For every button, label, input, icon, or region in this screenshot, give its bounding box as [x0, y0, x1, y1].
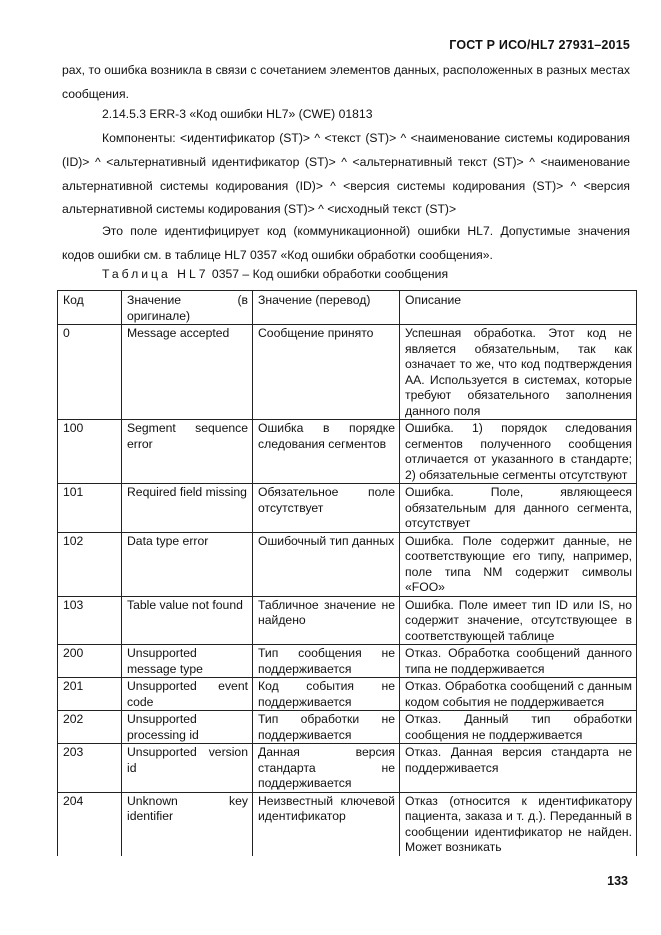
cell-description: Отказ. Данная версия стандарта не поддерживается	[400, 744, 637, 793]
cell-original: Table value not found	[122, 596, 253, 645]
cell-translation: Обязательное поле отсутствует	[253, 484, 400, 533]
cell-description: Отказ. Данный тип обработки сообщения не поддерживается	[400, 711, 637, 744]
table-row	[58, 711, 637, 744]
document-header: ГОСТ Р ИСО/HL7 27931–2015	[449, 38, 630, 52]
table-row	[58, 484, 637, 533]
cell-translation: Тип сообщения не поддерживается	[253, 645, 400, 678]
cell-code: 102	[58, 532, 122, 596]
cell-description: Ошибка. Поле имеет тип ID или IS, но содержит значение, отсутствующее в соответствующей таблице	[400, 596, 637, 645]
cell-original: Segment sequence error	[122, 420, 253, 484]
cell-description: Ошибка. 1) порядок следования сегментов полученного сообщения отличается от указанного в стандарте; 2) обязательные сегменты отсутствуют	[400, 420, 637, 484]
table-caption-prefix: Таблица HL7	[102, 267, 209, 281]
header-translation: Значение (перевод)	[253, 291, 400, 325]
page-number: 133	[607, 874, 628, 888]
cell-original: Unsupported processing id	[122, 711, 253, 744]
cell-original: Unknown key identifier	[122, 792, 253, 856]
table-caption	[102, 267, 448, 281]
cell-original: Unsupported version id	[122, 744, 253, 793]
cell-translation: Данная версия стандарта не поддерживается	[253, 744, 400, 793]
table-row	[58, 420, 637, 484]
table-row	[58, 744, 637, 793]
cell-code: 200	[58, 645, 122, 678]
cell-original: Unsupported event code	[122, 678, 253, 711]
cell-code: 202	[58, 711, 122, 744]
cell-code: 204	[58, 792, 122, 856]
header-original: Значение (в оригинале)	[122, 291, 253, 325]
error-code-table	[57, 290, 637, 856]
table-row	[58, 678, 637, 711]
table-caption-number: 0357	[211, 267, 240, 281]
cell-description: Успешная обработка. Этот код не является обязательным, так как означает то же, что код подтверждения AA. Используется в системах, которые требуют обязательного заполнения данного поля	[400, 325, 637, 420]
cell-translation: Тип обработки не поддерживается	[253, 711, 400, 744]
cell-description: Отказ (относится к идентификатору пациента, заказа и т. д.). Переданный в сообщении идентификатор не найден. Может возникать	[400, 792, 637, 856]
cell-translation: Код события не поддерживается	[253, 678, 400, 711]
table-caption-title: – Код ошибки обработки сообщения	[239, 267, 449, 281]
cell-translation: Ошибка в порядке следования сегментов	[253, 420, 400, 484]
cell-description: Отказ. Обработка сообщений с данным кодом события не поддерживается	[400, 678, 637, 711]
table-row	[58, 532, 637, 596]
cell-code: 101	[58, 484, 122, 533]
header-code: Код	[58, 291, 122, 325]
table-row	[58, 645, 637, 678]
table-row	[58, 325, 637, 420]
table-header-row	[58, 291, 637, 325]
paragraph-components: Компоненты: <идентификатор (ST)> ^ <текст (ST)> ^ <наименование системы кодирования (ID)> ^ <альтернативный идентификатор (ST)> ^ <альтернативный текст (ST)> ^ <наименование альтернативной системы кодирования (ID)> ^ <версия системы кодирования (ST)> ^ <версия альтернативной системы кодирования (ST)> ^ <исходный текст (ST)>	[62, 131, 630, 217]
table-row	[58, 596, 637, 645]
cell-translation: Неизвестный ключевой идентификатор	[253, 792, 400, 856]
cell-translation: Ошибочный тип данных	[253, 532, 400, 596]
cell-description: Ошибка. Поле, являющееся обязательным для данного сегмента, отсутствует	[400, 484, 637, 533]
cell-translation: Сообщение принято	[253, 325, 400, 420]
cell-description: Ошибка. Поле содержит данные, не соответствующие его типу, например, поле типа NM содержит символы «FOO»	[400, 532, 637, 596]
cell-code: 0	[58, 325, 122, 420]
cell-code: 103	[58, 596, 122, 645]
cell-original: Unsupported message type	[122, 645, 253, 678]
cell-code: 201	[58, 678, 122, 711]
cell-original: Required field missing	[122, 484, 253, 533]
cell-code: 203	[58, 744, 122, 793]
paragraph-description: Это поле идентифицирует код (коммуникационной) ошибки HL7. Допустимые значения кодов ошибки см. в таблице HL7 0357 «Код ошибки обработки сообщения».	[62, 224, 630, 262]
paragraph-continuation: рах, то ошибка возникла в связи с сочетанием элементов данных, расположенных в разных местах сообщения.	[62, 63, 630, 101]
cell-original: Message accepted	[122, 325, 253, 420]
section-heading: 2.14.5.3 ERR-3 «Код ошибки HL7» (CWE) 01813	[102, 107, 373, 121]
table-row	[58, 792, 637, 856]
cell-translation: Табличное значение не найдено	[253, 596, 400, 645]
header-description: Описание	[400, 291, 637, 325]
cell-original: Data type error	[122, 532, 253, 596]
cell-description: Отказ. Обработка сообщений данного типа не поддерживается	[400, 645, 637, 678]
cell-code: 100	[58, 420, 122, 484]
